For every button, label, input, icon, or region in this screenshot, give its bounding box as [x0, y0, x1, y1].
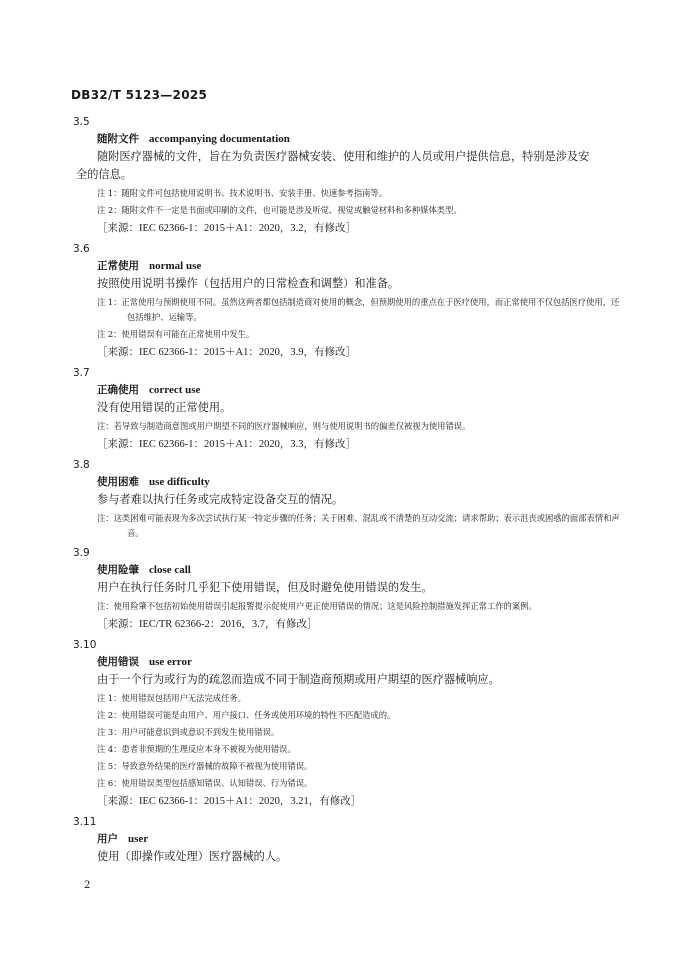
term-title [97, 830, 681, 848]
page-number: 2 [84, 880, 91, 891]
term-chinese: 正确使用 [97, 384, 139, 396]
term-definition: 参与者难以执行任务或完成特定设备交互的情况。 [97, 493, 344, 506]
term-chinese: 用户 [97, 833, 118, 845]
term-note: 注 2：使用错误有可能在正常使用中发生。 [97, 329, 255, 339]
term-note: 注 6：使用错误类型包括感知错误、认知错误、行为错误。 [97, 778, 313, 788]
term-note: 注 3：用户可能意识到或意识不到发生使用错误。 [97, 727, 280, 737]
source-reference: ［来源：IEC/TR 62366-2：2016，3.7，有修改］ [97, 619, 318, 630]
term-note: 注：这类困难可能表现为多次尝试执行某一特定步骤的任务；关于困难、混乱或不清楚的互动交流；请求帮助；表示沮丧或困惑的面部表情和声音。 [97, 513, 620, 538]
term-english: use difficulty [149, 476, 210, 488]
term-english: user [128, 833, 149, 845]
term-entry [0, 114, 681, 237]
term-chinese: 使用险肇 [97, 564, 139, 576]
source-reference: ［来源：IEC 62366-1：2015＋A1：2020，3.3，有修改］ [97, 439, 356, 450]
term-english: correct use [149, 384, 201, 396]
term-entry [0, 545, 681, 633]
term-note: 注 2：使用错误可能是由用户、用户接口、任务或使用环境的特性不匹配造成的。 [97, 710, 396, 720]
term-english: close call [149, 564, 191, 576]
term-title [97, 561, 681, 579]
term-title [97, 653, 681, 671]
term-definition: 使用（即操作或处理）医疗器械的人。 [97, 850, 288, 863]
term-note: 注 1：随附文件可包括使用说明书、技术说明书、安装手册、快速参考指南等。 [97, 188, 388, 198]
term-definition: 没有使用错误的正常使用。 [97, 401, 232, 414]
term-chinese: 使用困难 [97, 476, 139, 488]
term-note: 注：若导致与制造商意图或用户期望不同的医疗器械响应，则与使用说明书的偏差仅被视为使用错误。 [97, 421, 471, 431]
term-english: use error [149, 656, 192, 668]
term-entry [0, 457, 681, 541]
terms-section [0, 110, 681, 866]
clause-number: 3.5 [73, 116, 90, 128]
term-definition: 用户在执行任务时几乎犯下使用错误，但及时避免使用错误的发生。 [97, 581, 433, 594]
term-english: normal use [149, 260, 202, 272]
term-title [97, 473, 681, 491]
source-reference: ［来源：IEC 62366-1：2015＋A1：2020，3.21，有修改］ [97, 796, 362, 807]
clause-number: 3.9 [73, 547, 90, 559]
term-entry [0, 241, 681, 361]
term-chinese: 使用错误 [97, 656, 139, 668]
term-entry [0, 637, 681, 810]
document-code-header: DB32/T 5123—2025 [71, 88, 208, 102]
term-chinese: 随附文件 [97, 133, 139, 145]
term-entry [0, 365, 681, 453]
source-reference: ［来源：IEC 62366-1：2015＋A1：2020，3.9，有修改］ [97, 347, 356, 358]
term-definition: 按照使用说明书操作（包括用户的日常检查和调整）和准备。 [97, 277, 400, 290]
clause-number: 3.7 [73, 367, 90, 379]
term-note: 注 1：正常使用与预期使用不同。虽然这两者都包括制造商对使用的概念，但预期使用的重点在于医疗使用，而正常使用不仅包括医疗使用，还包括维护、运输等。 [97, 297, 620, 322]
term-title [97, 381, 681, 399]
term-definition: 随附医疗器械的文件，旨在为负责医疗器械安装、使用和维护的人员或用户提供信息，特别是涉及安全的信息。 [76, 150, 590, 181]
clause-number: 3.11 [73, 816, 97, 828]
term-title [97, 130, 681, 148]
clause-number: 3.10 [73, 639, 97, 651]
term-title [97, 257, 681, 275]
term-note: 注 2：随附文件不一定是书面或印刷的文件，也可能是涉及听觉、视觉或触觉材料和多种媒体类型。 [97, 205, 462, 215]
term-note: 注：使用险肇不包括初始使用错误引起报警提示促使用户更正使用错误的情况；这是风险控制措施发挥正常工作的案例。 [97, 601, 537, 611]
term-entry [0, 814, 681, 866]
clause-number: 3.6 [73, 243, 90, 255]
term-note: 注 1：使用错误包括用户无法完成任务。 [97, 693, 246, 703]
term-note: 注 5：导致意外结果的医疗器械的故障不被视为使用错误。 [97, 761, 313, 771]
clause-number: 3.8 [73, 459, 90, 471]
term-note: 注 4：患者非预期的生理反应本身不被视为使用错误。 [97, 744, 296, 754]
term-chinese: 正常使用 [97, 260, 139, 272]
term-definition: 由于一个行为或行为的疏忽而造成不同于制造商预期或用户期望的医疗器械响应。 [97, 673, 500, 686]
term-english: accompanying documentation [149, 133, 290, 145]
source-reference: ［来源：IEC 62366-1：2015＋A1：2020，3.2，有修改］ [97, 223, 356, 234]
